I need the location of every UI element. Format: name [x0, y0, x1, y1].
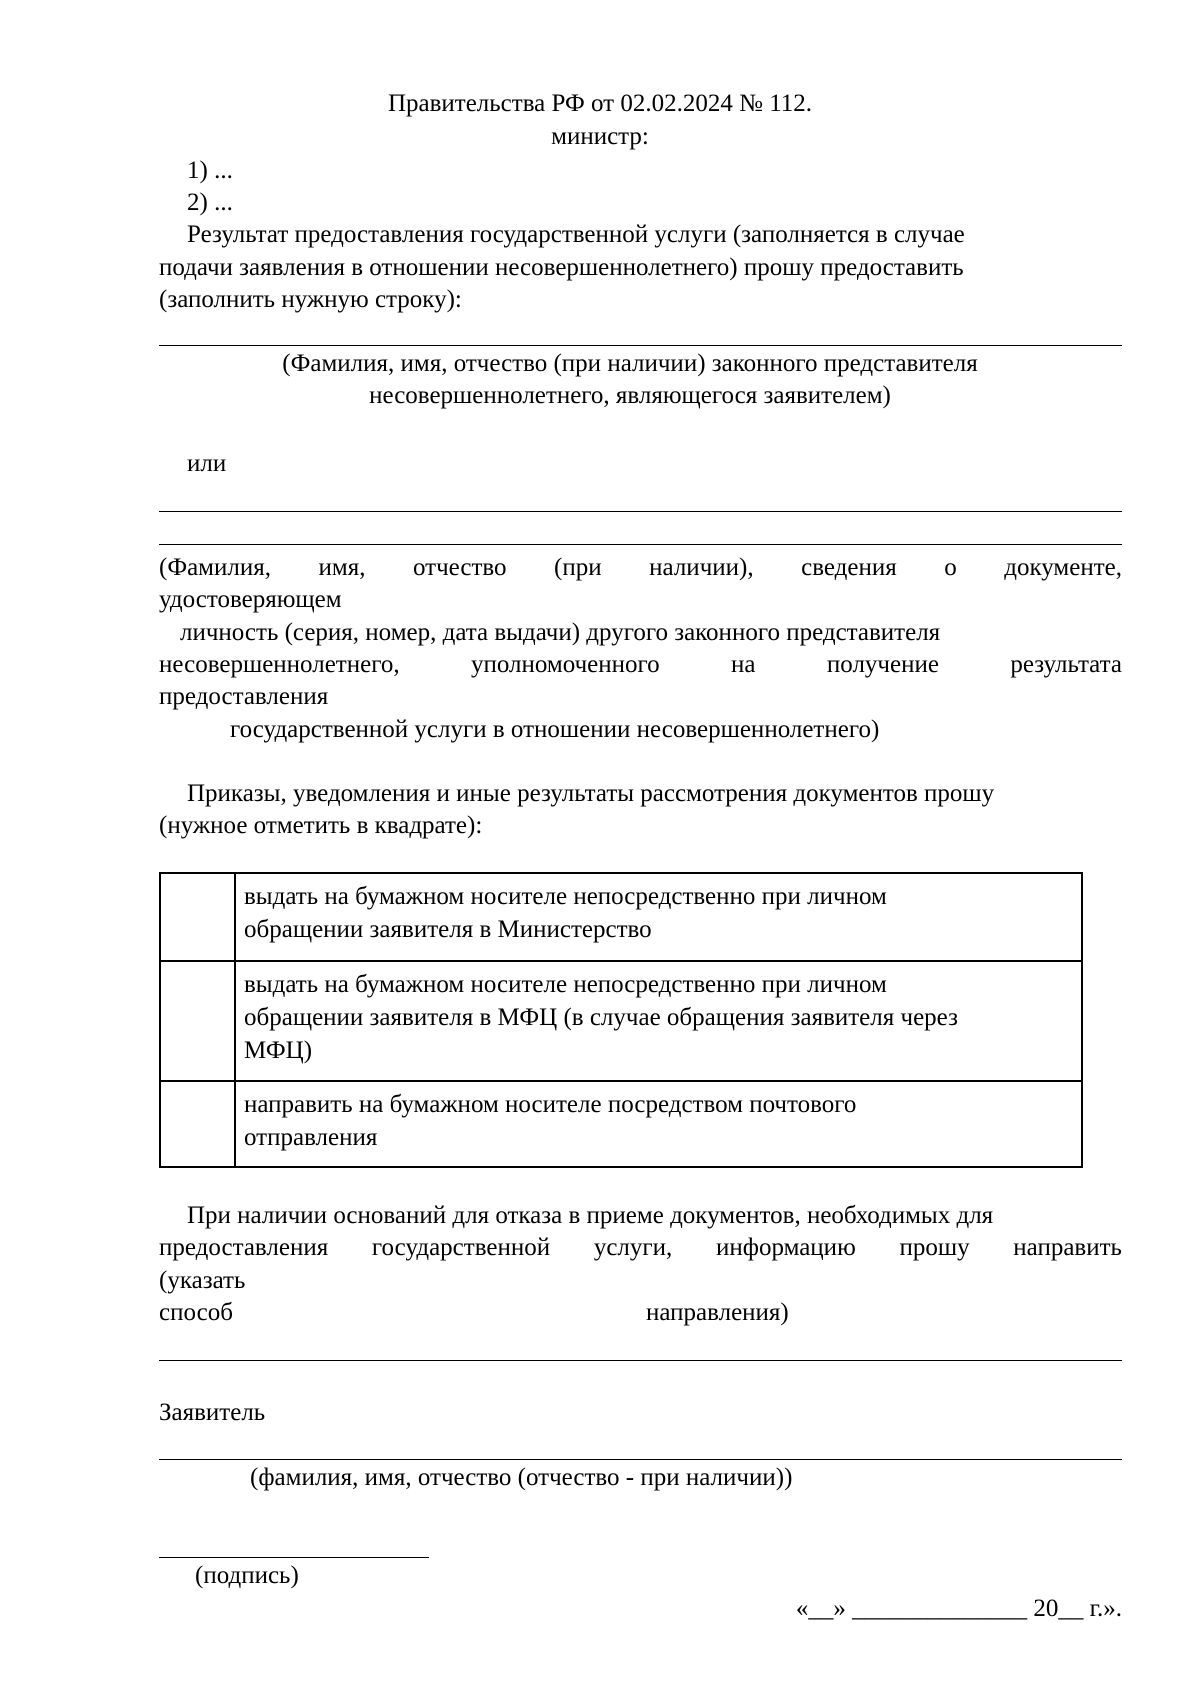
representative-fill-line[interactable] — [159, 345, 1122, 346]
applicant-name-fill-line[interactable] — [159, 1459, 1122, 1460]
date-line: «__» ______________ 20__ г.». — [795, 1595, 1122, 1622]
caption-word: несовершеннолетнего, — [159, 651, 400, 678]
refusal-paragraph-line-4-right: направления) — [646, 1299, 789, 1326]
caption-word: наличии), — [649, 554, 754, 581]
orders-paragraph-line-1: Приказы, уведомления и иные результаты рассмотрения документов прошу — [187, 780, 995, 807]
option-checkbox-ministry[interactable] — [160, 873, 235, 961]
refusal-word: прошу — [899, 1234, 970, 1261]
caption-word: результата — [1010, 651, 1122, 678]
applicant-label: Заявитель — [159, 1399, 266, 1426]
signature-caption: (подпись) — [195, 1562, 299, 1589]
delivery-method-fill-line[interactable] — [159, 1360, 1122, 1361]
refusal-word: направить — [1013, 1234, 1122, 1261]
other-representative-caption-line-6: государственной услуги в отношении несовершеннолетнего) — [230, 716, 880, 743]
option-row — [160, 961, 1082, 1081]
item-2: 2) ... — [187, 189, 233, 216]
option-checkbox-mfc[interactable] — [160, 961, 235, 1081]
option-line: выдать на бумажном носителе непосредственно при личном — [244, 883, 887, 910]
other-representative-caption-line-1 — [159, 552, 1122, 584]
caption-word: на — [731, 651, 756, 678]
option-text — [235, 873, 1082, 961]
refusal-word: государственной — [371, 1234, 551, 1261]
header-line-2: министр: — [551, 123, 649, 150]
representative-caption-line-1: (Фамилия, имя, отчество (при наличии) законного представителя — [282, 350, 978, 377]
caption-word: (при — [554, 554, 602, 581]
option-line: МФЦ) — [244, 1037, 313, 1064]
option-row — [160, 873, 1082, 961]
applicant-caption: (фамилия, имя, отчество (отчество - при наличии)) — [250, 1464, 793, 1491]
caption-word: имя, — [318, 554, 366, 581]
caption-word: сведения — [801, 554, 897, 581]
option-line: отправления — [244, 1124, 378, 1151]
header-line-1: Правительства РФ от 02.02.2024 № 112. — [387, 90, 813, 117]
other-representative-fill-line-2[interactable] — [159, 544, 1122, 545]
delivery-options-table — [159, 872, 1083, 1168]
caption-word: (Фамилия, — [159, 554, 271, 581]
other-representative-fill-line-1[interactable] — [159, 511, 1122, 512]
caption-word: отчество — [412, 554, 507, 581]
orders-paragraph-line-2: (нужное отметить в квадрате): — [159, 812, 483, 839]
or-text: или — [187, 450, 227, 477]
other-representative-caption-line-3: личность (серия, номер, дата выдачи) другого законного представителя — [180, 619, 941, 646]
option-text — [235, 1081, 1082, 1167]
refusal-paragraph-line-3: (указать — [159, 1267, 246, 1294]
caption-word: уполномоченного — [470, 651, 660, 678]
representative-caption-line-2: несовершеннолетнего, являющегося заявителем) — [369, 382, 891, 409]
option-line: обращении заявителя в Министерство — [244, 916, 652, 943]
other-representative-caption-line-2: удостоверяющем — [159, 586, 342, 613]
option-text — [235, 961, 1082, 1081]
caption-word: о — [944, 554, 957, 581]
option-checkbox-post[interactable] — [160, 1081, 235, 1167]
option-line: выдать на бумажном носителе непосредственно при личном — [244, 971, 887, 998]
result-paragraph-line-3: (заполнить нужную строку): — [159, 286, 462, 313]
other-representative-caption-line-4 — [159, 649, 1122, 681]
refusal-paragraph-line-4-left: способ — [159, 1299, 233, 1326]
signature-fill-line[interactable] — [159, 1557, 429, 1558]
refusal-paragraph-line-2 — [159, 1232, 1122, 1264]
refusal-word: предоставления — [159, 1234, 329, 1261]
refusal-word: услуги, — [593, 1234, 673, 1261]
refusal-word: информацию — [715, 1234, 856, 1261]
item-1: 1) ... — [187, 157, 233, 184]
option-row — [160, 1081, 1082, 1167]
caption-word: получение — [826, 651, 939, 678]
refusal-paragraph-line-1: При наличии оснований для отказа в приеме документов, необходимых для — [187, 1202, 994, 1229]
other-representative-caption-line-5: предоставления — [159, 683, 329, 710]
caption-word: документе, — [1004, 554, 1122, 581]
option-line: направить на бумажном носителе посредством почтового — [244, 1091, 857, 1118]
result-paragraph-line-2: подачи заявления в отношении несовершеннолетнего) прошу предоставить — [159, 254, 964, 281]
option-line: обращении заявителя в МФЦ (в случае обращения заявителя через — [244, 1004, 958, 1031]
result-paragraph-line-1: Результат предоставления государственной услуги (заполняется в случае — [187, 221, 965, 248]
